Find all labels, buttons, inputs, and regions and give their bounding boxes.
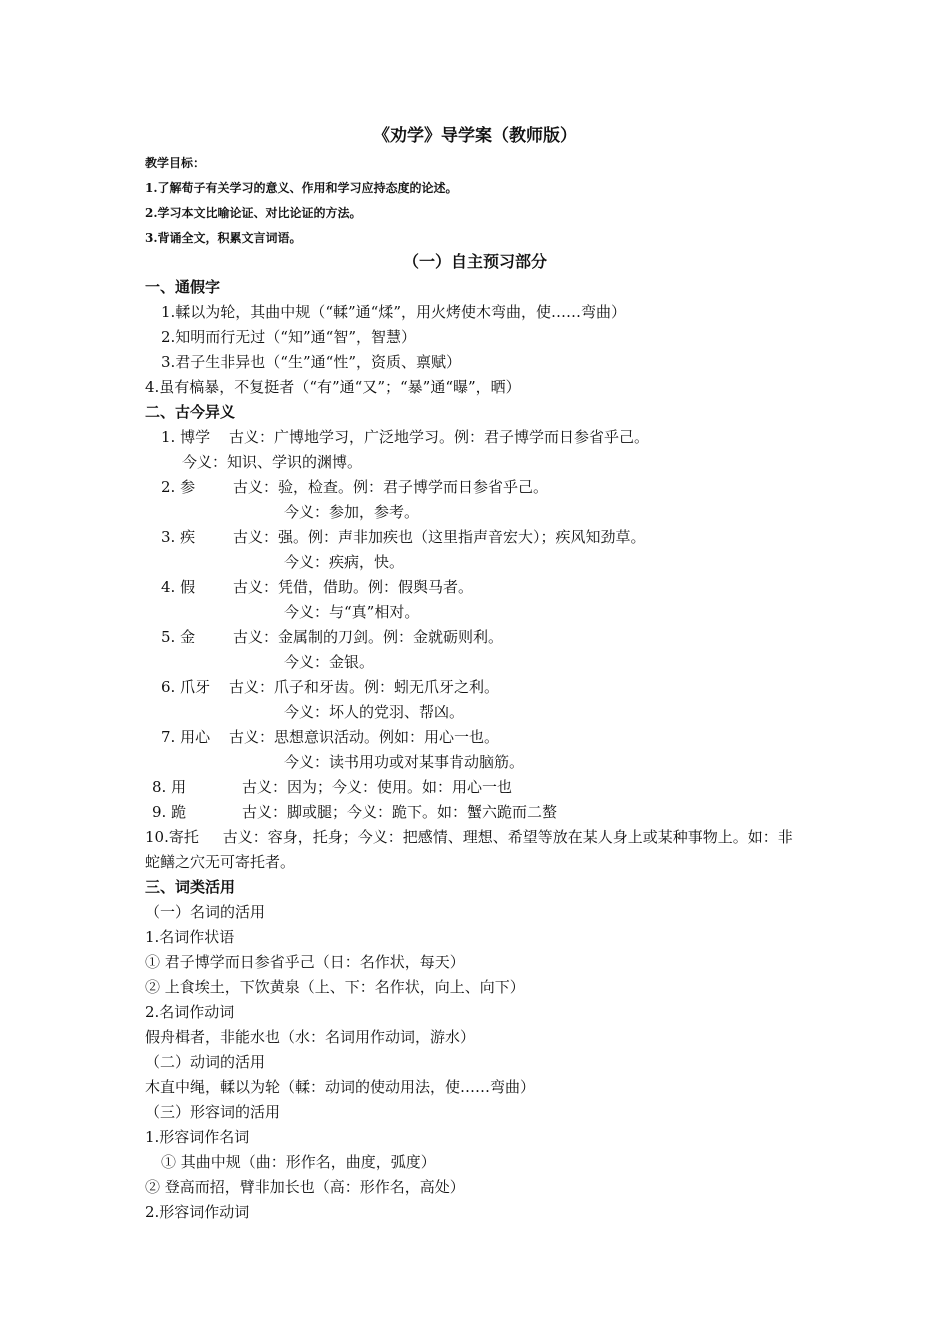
huoyong-line: 2.名词作动词 bbox=[145, 1003, 235, 1021]
section-title: （一）自主预习部分 bbox=[402, 252, 547, 271]
gujin-item-10: 10.寄托 古义：容身，托身；今义：把感情、理想、希望等放在某人身上或某种事物上。如：非 bbox=[145, 828, 793, 846]
gujin-gu: 古义：因为；今义：使用。如：用心一也 bbox=[242, 778, 513, 796]
huoyong-line: ① 君子博学而日参省乎己（日：名作状，每天） bbox=[145, 953, 465, 971]
huoyong-line: ① 其曲中规（曲：形作名，曲度，弧度） bbox=[161, 1153, 436, 1171]
gujin-word: 6. 爪牙 bbox=[161, 678, 211, 696]
gujin-gu: 古义：验，检查。例：君子博学而日参省乎己。 bbox=[233, 478, 549, 496]
huoyong-line: ② 登高而招，臂非加长也（高：形作名，高处） bbox=[145, 1178, 465, 1196]
gujin-word: 3. 疾 bbox=[161, 528, 196, 546]
tongjia-item: 3.君子生非异也（“生”通“性”，资质、禀赋） bbox=[161, 353, 461, 371]
gujin-word: 2. 参 bbox=[161, 478, 196, 496]
gujin-jin: 今义：坏人的党羽、帮凶。 bbox=[284, 703, 465, 721]
huoyong-heading: 三、词类活用 bbox=[145, 878, 236, 896]
huoyong-subheading: （三）形容词的活用 bbox=[145, 1103, 281, 1121]
page-title: 《劝学》导学案（教师版） bbox=[373, 126, 577, 146]
gujin-word: 9. 跪 bbox=[152, 803, 187, 821]
huoyong-line: 假舟楫者，非能水也（水：名词用作动词，游水） bbox=[145, 1028, 476, 1046]
gujin-jin: 今义：知识、学识的渊博。 bbox=[182, 453, 363, 471]
huoyong-line: 木直中绳，輮以为轮（輮：动词的使动用法，使……弯曲） bbox=[145, 1078, 536, 1096]
tongjia-item: 4.虽有槁暴，不复挺者（“有”通“又”；“暴”通“曝”，晒） bbox=[145, 378, 521, 396]
goal-item: 3.背诵全文，积累文言词语。 bbox=[145, 231, 302, 245]
gujin-gu: 古义：广博地学习，广泛地学习。例：君子博学而日参省乎己。 bbox=[229, 428, 650, 446]
gujin-jin: 今义：疾病，快。 bbox=[284, 553, 405, 571]
huoyong-line: 2.形容词作动词 bbox=[145, 1203, 250, 1221]
huoyong-subheading: （二）动词的活用 bbox=[145, 1053, 266, 1071]
gujin-jin: 今义：金银。 bbox=[284, 653, 375, 671]
gujin-word: 7. 用心 bbox=[161, 728, 211, 746]
huoyong-line: 1.形容词作名词 bbox=[145, 1128, 250, 1146]
huoyong-line: 1.名词作状语 bbox=[145, 928, 235, 946]
gujin-gu: 古义：脚或腿；今义：跪下。如：蟹六跪而二螯 bbox=[242, 803, 558, 821]
huoyong-line: ② 上食埃土，下饮黄泉（上、下：名作状，向上、向下） bbox=[145, 978, 525, 996]
tongjia-item: 2.知明而行无过（“知”通“智”，智慧） bbox=[161, 328, 416, 346]
gujin-jin: 今义：读书用功或对某事肯动脑筋。 bbox=[284, 753, 525, 771]
gujin-gu: 古义：思想意识活动。例如：用心一也。 bbox=[229, 728, 500, 746]
gujin-jin: 今义：参加，参考。 bbox=[284, 503, 420, 521]
goal-item: 1.了解荀子有关学习的意义、作用和学习应持态度的论述。 bbox=[145, 181, 458, 195]
gujin-word: 5. 金 bbox=[161, 628, 196, 646]
gujin-gu: 古义：凭借，借助。例：假舆马者。 bbox=[233, 578, 474, 596]
gujin-word: 1. 博学 bbox=[161, 428, 211, 446]
gujin-heading: 二、古今异义 bbox=[145, 403, 236, 421]
gujin-gu: 古义：强。例：声非加疾也（这里指声音宏大）；疾风知劲草。 bbox=[233, 528, 646, 546]
gujin-word: 8. 用 bbox=[152, 778, 187, 796]
gujin-gu: 古义：爪子和牙齿。例：蚓无爪牙之利。 bbox=[229, 678, 500, 696]
gujin-gu: 古义：金属制的刀剑。例：金就砺则利。 bbox=[233, 628, 504, 646]
huoyong-subheading: （一）名词的活用 bbox=[145, 903, 266, 921]
gujin-item-10-cont: 蛇鳝之穴无可寄托者。 bbox=[145, 853, 296, 871]
tongjia-heading: 一、通假字 bbox=[145, 278, 221, 296]
gujin-jin: 今义：与“真”相对。 bbox=[284, 603, 420, 621]
gujin-word: 4. 假 bbox=[161, 578, 196, 596]
goal-item: 2.学习本文比喻论证、对比论证的方法。 bbox=[145, 206, 362, 220]
goals-heading: 教学目标： bbox=[145, 156, 206, 170]
tongjia-item: 1.輮以为轮，其曲中规（“輮”通“煣”，用火烤使木弯曲，使……弯曲） bbox=[161, 303, 626, 321]
